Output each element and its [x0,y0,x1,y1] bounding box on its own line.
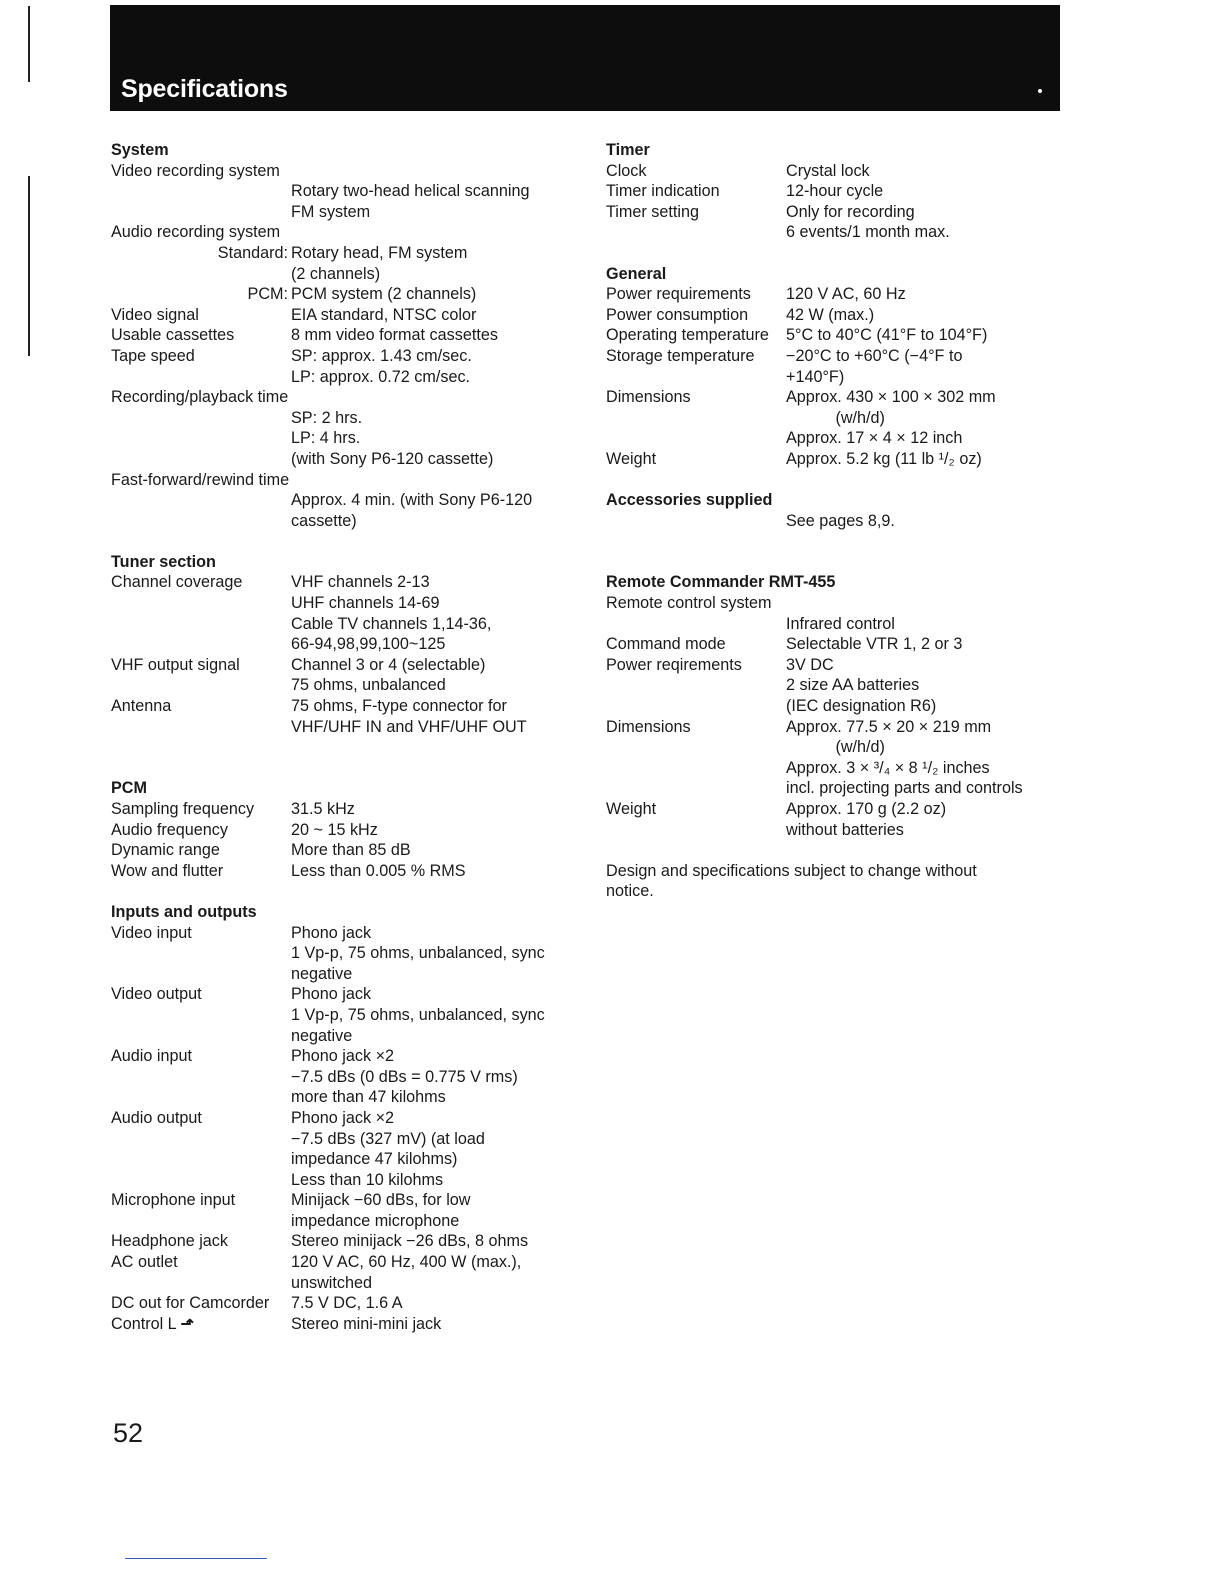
value-line: LP: 4 hrs. [291,429,361,448]
spec-label: Tape speed [111,346,195,365]
value-line: Approx. 77.5 × 20 × 219 mm [786,717,992,736]
value-line: impedance 47 kilohms) [291,1150,458,1169]
section-title: General [606,264,667,283]
value-line: Approx. 5.2 kg (11 lb ¹/₂ oz) [786,449,982,468]
spec-label: Video input [111,923,192,942]
spec-row [606,161,1056,182]
spec-row [606,202,1056,243]
value-line: Phono jack [291,985,372,1004]
spec-row [111,1190,581,1231]
pcm-section [111,778,581,881]
spec-label: Recording/playback time [111,388,289,407]
value-line: Phono jack ×2 [291,1047,395,1066]
value-line: −7.5 dBs (327 mV) (at load [291,1129,485,1148]
spec-row [606,799,1056,840]
spec-row [111,696,581,737]
value-line: 1 Vp-p, 75 ohms, unbalanced, sync [291,944,545,963]
left-column [111,140,581,1355]
value-line: Approx. 170 g (2.2 oz) [786,800,947,818]
section-title: System [111,141,169,159]
value-line: Infrared control [786,614,895,633]
header-banner [110,5,1060,111]
spec-row [111,1231,581,1252]
margin-rule-mid [28,176,30,356]
spec-row [111,572,581,654]
spec-row [606,346,1056,387]
footer-rule [125,1558,267,1559]
value-line: Only for recording [786,202,915,221]
value-line: Approx. 430 × 100 × 302 mm [786,388,996,407]
value-line: unswitched [291,1273,372,1292]
sub-label: Standard: [217,243,288,262]
section-title: Timer [606,141,650,159]
value-line: incl. projecting parts and controls [786,779,1023,798]
spec-label: Operating temperature [606,326,769,345]
spec-row [111,181,581,222]
spec-label: Audio input [111,1047,193,1066]
page-number: 52 [113,1418,144,1448]
value-line: +140°F) [786,367,845,386]
spec-row [606,181,1056,202]
value-line: 66-94,98,99,100~125 [291,635,446,654]
remote-section [606,572,1056,840]
spec-subrow [111,243,581,284]
general-section [606,264,1056,470]
banner-dot [1038,89,1042,93]
section-title: Accessories supplied [606,491,773,510]
value-line: SP: approx. 1.43 cm/sec. [291,346,472,365]
spec-label: DC out for Camcorder [111,1294,270,1313]
value-line: 42 W (max.) [786,305,875,324]
value-line: (w/h/d) [786,738,885,757]
spec-row [606,284,1056,305]
section-title: Tuner section [111,552,216,571]
section-title: Remote Commander RMT-455 [606,573,836,592]
margin-rule-top [28,6,30,82]
spec-row [111,861,581,882]
spec-label: Fast-forward/rewind time [111,470,290,489]
value-line: negative [291,1026,353,1045]
value-line: More than 85 dB [291,841,411,860]
value-line: Less than 10 kilohms [291,1170,444,1189]
accessories-section [606,490,1056,531]
value-line: LP: approx. 0.72 cm/sec. [291,367,471,386]
spec-label: Headphone jack [111,1232,228,1251]
spec-row [111,346,581,387]
spec-label: Clock [606,161,647,180]
spec-row [606,305,1056,326]
spec-row [606,325,1056,346]
section-title: Inputs and outputs [111,902,257,921]
sub-label: PCM: [247,285,288,304]
value-line: VHF channels 2-13 [291,573,430,592]
spec-label: Control L [111,1314,177,1333]
spec-subrow [111,284,581,305]
value-line: 75 ohms, unbalanced [291,676,446,695]
value-line: (w/h/d) [786,408,885,427]
spec-row [606,614,1056,635]
value-line: (2 channels) [291,264,381,283]
spec-row [111,923,581,985]
value-line: 3V DC [786,655,834,674]
value-line: 5°C to 40°C (41°F to 104°F) [786,326,988,345]
spec-label: Audio frequency [111,820,228,839]
value-line: Minijack −60 dBs, for low [291,1191,471,1210]
spec-label: Audio recording system [111,223,281,242]
spec-label: Storage temperature [606,346,755,365]
spec-label: Power consumption [606,305,749,324]
io-section [111,902,581,1334]
spec-label: Timer setting [606,202,699,221]
spec-row [111,655,581,696]
value-line: Selectable VTR 1, 2 or 3 [786,635,963,654]
spec-row [606,634,1056,655]
spec-row [111,1046,581,1108]
spec-row [606,387,1056,449]
value-line: cassette) [291,511,357,530]
spec-label: VHF output signal [111,655,240,674]
value-line: more than 47 kilohms [291,1088,446,1107]
value-line: EIA standard, NTSC color [291,305,477,324]
spec-label: Dynamic range [111,841,220,860]
spec-label: Weight [606,800,657,818]
spec-label: Weight [606,449,657,468]
spec-label: Audio output [111,1108,202,1127]
timer-section [606,140,1056,243]
value-line: −7.5 dBs (0 dBs = 0.775 V rms) [291,1067,518,1086]
value-line: 120 V AC, 60 Hz [786,285,906,304]
spec-row [606,717,1056,799]
value-line: Phono jack [291,923,372,942]
spec-label: Sampling frequency [111,800,255,818]
spec-row [111,490,581,531]
value-line: PCM system (2 channels) [291,285,477,304]
spec-row [606,449,1056,470]
spec-row [111,1293,581,1314]
spec-label: Channel coverage [111,573,243,592]
right-column [606,140,1056,902]
value-line: 8 mm video format cassettes [291,326,498,345]
spec-row [606,655,1056,717]
spec-label: Dimensions [606,388,691,407]
spec-label: Video output [111,985,202,1004]
value-line: without batteries [786,820,904,839]
section-title: PCM [111,779,147,798]
value-line: 12-hour cycle [786,182,884,201]
spec-row [606,511,1056,532]
value-line: Cable TV channels 1,14-36, [291,614,492,633]
spec-label: Power reqirements [606,655,742,674]
value-line: Stereo mini-mini jack [291,1314,442,1333]
value-line: 1 Vp-p, 75 ohms, unbalanced, sync [291,1005,545,1024]
spec-label: Microphone input [111,1191,236,1210]
spec-row [111,984,581,1046]
spec-label: Power requirements [606,285,751,304]
disclaimer-note: Design and specifications subject to change without notice. [606,861,977,901]
value-line: Crystal lock [786,161,870,180]
spec-row [111,305,581,326]
spec-label: Remote control system [606,594,772,613]
spec-label: Antenna [111,697,172,716]
value-line: (with Sony P6-120 cassette) [291,449,494,468]
value-line: See pages 8,9. [786,511,895,530]
spec-value [291,181,581,222]
spec-row [111,840,581,861]
value-line: UHF channels 14-69 [291,594,440,613]
system-section [111,140,581,531]
value-line: impedance microphone [291,1211,460,1230]
spec-label: Wow and flutter [111,861,224,880]
value-line: 120 V AC, 60 Hz, 400 W (max.), [291,1253,522,1272]
spec-row [111,820,581,841]
spec-row [111,408,581,470]
value-line: VHF/UHF IN and VHF/UHF OUT [291,717,527,736]
spec-label: Video signal [111,305,199,324]
spec-label: Video recording system [111,161,280,180]
spec-row [111,799,581,820]
value-line: negative [291,964,353,983]
spec-label: Command mode [606,635,726,654]
value-line: 6 events/1 month max. [786,223,950,242]
value-line: Less than 0.005 % RMS [291,861,466,880]
spec-row [111,1252,581,1293]
value-line: Channel 3 or 4 (selectable) [291,655,486,674]
value-line: 75 ohms, F-type connector for [291,697,507,716]
value-line: −20°C to +60°C (−4°F to [786,346,963,365]
spec-label: Timer indication [606,182,720,201]
value-line: Stereo minijack −26 dBs, 8 ohms [291,1232,529,1251]
value-line: 31.5 kHz [291,800,355,818]
value-line: 7.5 V DC, 1.6 A [291,1294,403,1313]
page-title: Specifications [121,75,288,103]
spec-label: Usable cassettes [111,326,235,345]
value-line: (IEC designation R6) [786,697,937,716]
value-line: Rotary two-head helical scanning [291,182,530,201]
value-line: Rotary head, FM system [291,243,468,262]
spec-label: Dimensions [606,717,691,736]
spec-row [111,1314,581,1335]
spec-row [111,1108,581,1190]
value-line: Approx. 4 min. (with Sony P6-120 [291,491,533,510]
value-line: SP: 2 hrs. [291,408,363,427]
spec-label: AC outlet [111,1253,178,1272]
control-l-icon: ⬏ [180,1314,195,1333]
value-line: Approx. 17 × 4 × 12 inch [786,429,963,448]
value-line: 20 ~ 15 kHz [291,820,378,839]
tuner-section [111,552,581,737]
value-line: FM system [291,202,371,221]
value-line: Phono jack ×2 [291,1108,395,1127]
value-line: 2 size AA batteries [786,676,920,695]
spec-row [111,325,581,346]
value-line: Approx. 3 × ³/₄ × 8 ¹/₂ inches [786,758,990,777]
